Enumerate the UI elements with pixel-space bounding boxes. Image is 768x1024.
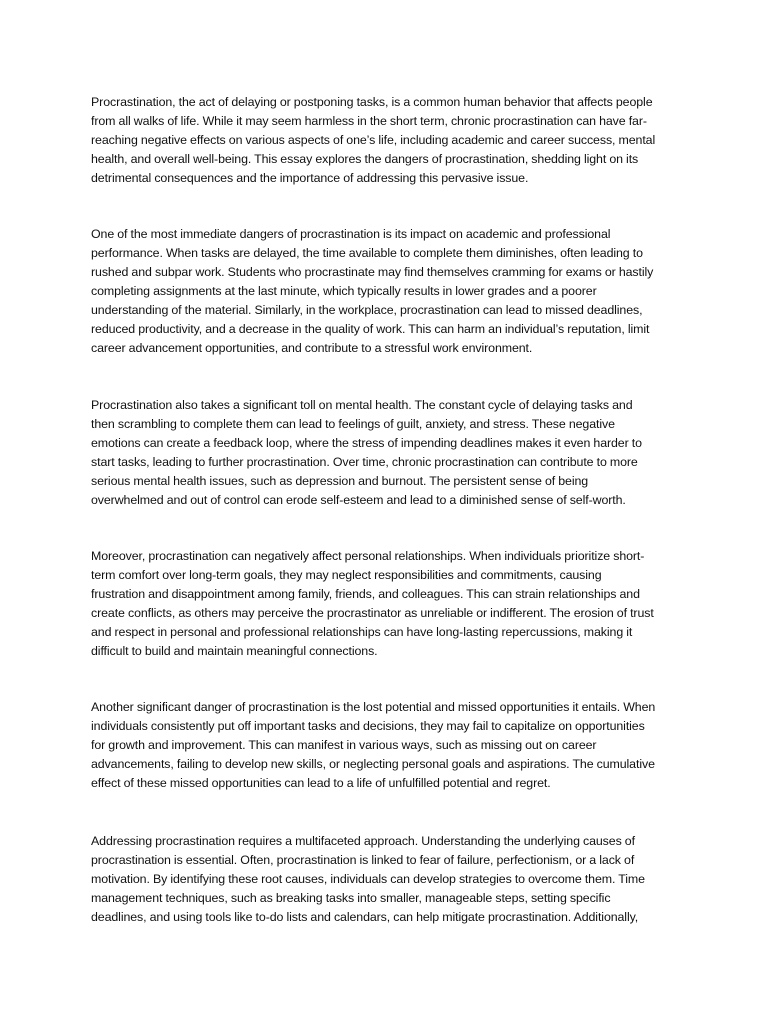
paragraph-introduction: Procrastination, the act of delaying or postponing tasks, is a common human behavior that affects people from all walks of life. While it may seem harmless in the short term, chronic procrastination can have far-reaching negative effects on various aspects of one’s life, including academic and career success, mental health, and overall well-being. This essay explores the dangers of procrastination, shedding light on its detrimental consequences and the importance of addressing this pervasive issue. [91, 95, 656, 185]
paragraph-mental-health: Procrastination also takes a significant toll on mental health. The constant cycle of delaying tasks and then scrambling to complete them can lead to feelings of guilt, anxiety, and stress. These negative emotions can create a feedback loop, where the stress of impending deadlines makes it even harder to start tasks, leading to further procrastination. Over time, chronic procrastination can contribute to more serious mental health issues, such as depression and burnout. The persistent sense of being overwhelmed and out of control can erode self-esteem and lead to a diminished sense of self-worth. [91, 398, 642, 507]
paragraph-academic-performance: One of the most immediate dangers of procrastination is its impact on academic and professional performance. When tasks are delayed, the time available to complete them diminishes, often leading to rushed and subpar work. Students who procrastinate may find themselves cramming for exams or hastily completing assignments at the last minute, which typically results in lower grades and a poorer understanding of the material. Similarly, in the workplace, procrastination can lead to missed deadlines, reduced productivity, and a decrease in the quality of work. This can harm an individual’s reputation, limit career advancement opportunities, and contribute to a stressful work environment. [91, 227, 654, 355]
paragraph-lost-potential: Another significant danger of procrastination is the lost potential and missed opportunities it entails. When individuals consistently put off important tasks and decisions, they may fail to capitalize on opportunities for growth and improvement. This can manifest in various ways, such as missing out on career advancements, failing to develop new skills, or neglecting personal goals and aspirations. The cumulative effect of these missed opportunities can lead to a life of unfulfilled potential and regret. [91, 700, 656, 790]
paragraph-relationships: Moreover, procrastination can negatively affect personal relationships. When individuals prioritize short-term comfort over long-term goals, they may neglect responsibilities and commitments, causing frustration and disappointment among family, friends, and colleagues. This can strain relationships and create conflicts, as others may perceive the procrastinator as unreliable or indifferent. The erosion of trust and respect in personal and professional relationships can have long-lasting repercussions, making it difficult to build and maintain meaningful connections. [91, 549, 654, 658]
paragraph-addressing-procrastination: Addressing procrastination requires a multifaceted approach. Understanding the underlying causes of procrastination is essential. Often, procrastination is linked to fear of failure, perfectionism, or a lack of motivation. By identifying these root causes, individuals can develop strategies to overcome them. Time management techniques, such as breaking tasks into smaller, manageable steps, setting specific deadlines, and using tools like to-do lists and calendars, can help mitigate procrastination. Additionally, [91, 834, 645, 924]
